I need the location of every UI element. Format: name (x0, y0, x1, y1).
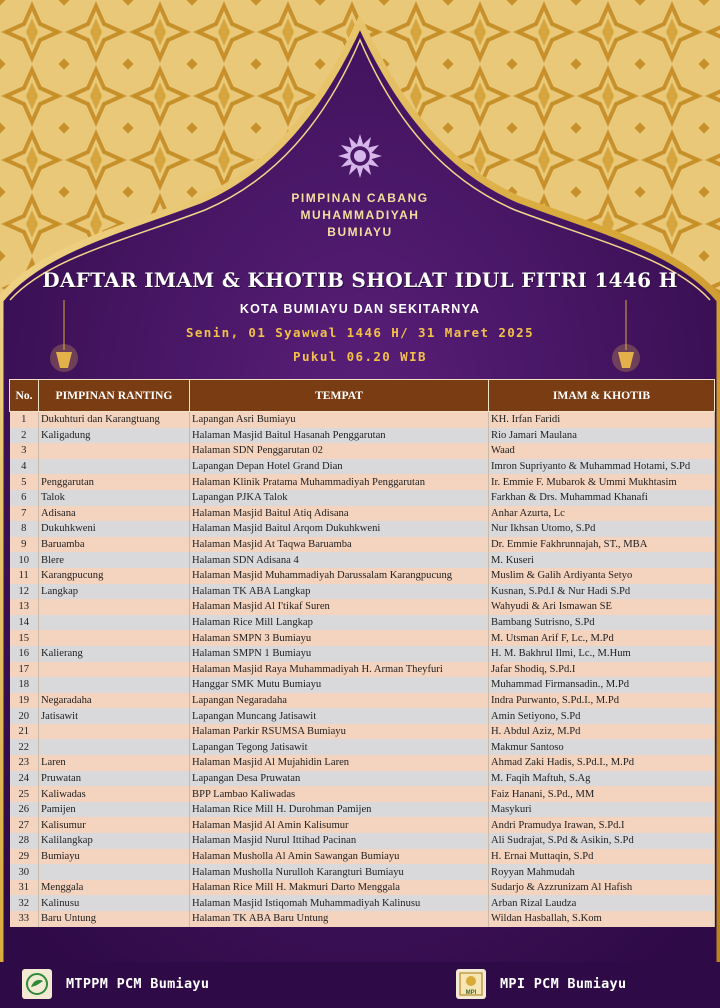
cell-imam: H. Abdul Aziz, M.Pd (489, 724, 715, 740)
cell-imam: Indra Purwanto, S.Pd.I., M.Pd (489, 693, 715, 709)
cell-tempat: Halaman Masjid Al Amin Kalisumur (190, 817, 489, 833)
column-header-no: No. (10, 380, 39, 412)
table-row (10, 506, 715, 522)
table-row (10, 568, 715, 584)
cell-imam: Bambang Sutrisno, S.Pd (489, 615, 715, 631)
column-header-ranting: PIMPINAN RANTING (39, 380, 190, 412)
table-row (10, 662, 715, 678)
cell-imam: Ali Sudrajat, S.Pd & Asikin, S.Pd (489, 833, 715, 849)
cell-ranting: Menggala (39, 880, 190, 896)
cell-ranting: Karangpucung (39, 568, 190, 584)
cell-no: 18 (10, 677, 39, 693)
cell-imam: Andri Pramudya Irawan, S.Pd.I (489, 817, 715, 833)
cell-ranting (39, 459, 190, 475)
cell-imam: Muslim & Galih Ardiyanta Setyo (489, 568, 715, 584)
table-row (10, 771, 715, 787)
table-row (10, 693, 715, 709)
cell-imam: KH. Irfan Faridi (489, 412, 715, 428)
table-row (10, 849, 715, 865)
cell-ranting: Laren (39, 755, 190, 771)
table-row (10, 755, 715, 771)
cell-no: 15 (10, 630, 39, 646)
cell-no: 13 (10, 599, 39, 615)
cell-tempat: Halaman Rice Mill Langkap (190, 615, 489, 631)
cell-tempat: Halaman SMPN 3 Bumiayu (190, 630, 489, 646)
cell-ranting: Kaliwadas (39, 786, 190, 802)
mpi-logo (456, 969, 486, 999)
cell-tempat: Halaman Masjid Al Mujahidin Laren (190, 755, 489, 771)
cell-ranting (39, 630, 190, 646)
cell-no: 23 (10, 755, 39, 771)
cell-ranting: Adisana (39, 506, 190, 522)
table-row (10, 412, 715, 428)
footer-left-label: MTPPM PCM Bumiayu (66, 976, 210, 992)
cell-tempat: Halaman Masjid At Taqwa Baruamba (190, 537, 489, 553)
cell-tempat: Halaman Masjid Al I'tikaf Suren (190, 599, 489, 615)
cell-ranting: Baru Untung (39, 911, 190, 927)
mpi-emblem-icon (458, 971, 484, 997)
cell-no: 4 (10, 459, 39, 475)
cell-no: 27 (10, 817, 39, 833)
cell-no: 31 (10, 880, 39, 896)
cell-tempat: Lapangan Tegong Jatisawit (190, 739, 489, 755)
org-name-line2: MUHAMMADIYAH (300, 208, 420, 222)
cell-no: 33 (10, 911, 39, 927)
cell-no: 28 (10, 833, 39, 849)
cell-no: 21 (10, 724, 39, 740)
imam-khotib-table (9, 379, 715, 927)
cell-ranting (39, 443, 190, 459)
table-row (10, 708, 715, 724)
cell-no: 29 (10, 849, 39, 865)
cell-imam: Arban Rizal Laudza (489, 895, 715, 911)
cell-no: 32 (10, 895, 39, 911)
cell-tempat: Halaman SDN Penggarutan 02 (190, 443, 489, 459)
column-header-imam-khotib: IMAM & KHOTIB (489, 380, 715, 412)
cell-ranting: Talok (39, 490, 190, 506)
cell-ranting: Kalisumur (39, 817, 190, 833)
cell-imam: Dr. Emmie Fakhrunnajah, ST., MBA (489, 537, 715, 553)
cell-no: 25 (10, 786, 39, 802)
cell-ranting: Kalierang (39, 646, 190, 662)
cell-tempat: Halaman Masjid Baitul Atiq Adisana (190, 506, 489, 522)
cell-no: 19 (10, 693, 39, 709)
cell-tempat: Halaman TK ABA Langkap (190, 584, 489, 600)
cell-imam: Anhar Azurta, Lc (489, 506, 715, 522)
cell-imam: Nur Ikhsan Utomo, S.Pd (489, 521, 715, 537)
cell-tempat: Halaman Rice Mill H. Makmuri Darto Menggala (190, 880, 489, 896)
table-row (10, 739, 715, 755)
muhammadiyah-sun-logo (337, 133, 383, 179)
cell-imam: Imron Supriyanto & Muhammad Hotami, S.Pd (489, 459, 715, 475)
cell-imam: Sudarjo & Azzrunizam Al Hafish (489, 880, 715, 896)
cell-tempat: Halaman SMPN 1 Bumiayu (190, 646, 489, 662)
cell-ranting (39, 864, 190, 880)
svg-text:MPI: MPI (465, 990, 477, 996)
table-row (10, 537, 715, 553)
cell-tempat: Halaman Masjid Baitul Hasanah Penggarutan (190, 428, 489, 444)
table-row (10, 895, 715, 911)
table-row (10, 786, 715, 802)
cell-tempat: Halaman Musholla Nurulloh Karangturi Bumiayu (190, 864, 489, 880)
cell-imam: Rio Jamari Maulana (489, 428, 715, 444)
cell-ranting: Kaligadung (39, 428, 190, 444)
cell-tempat: Halaman TK ABA Baru Untung (190, 911, 489, 927)
cell-tempat: Halaman Parkir RSUMSA Bumiayu (190, 724, 489, 740)
cell-ranting (39, 662, 190, 678)
cell-ranting (39, 724, 190, 740)
cell-ranting (39, 615, 190, 631)
cell-tempat: Halaman Rice Mill H. Durohman Pamijen (190, 802, 489, 818)
cell-no: 5 (10, 474, 39, 490)
cell-ranting: Langkap (39, 584, 190, 600)
table-row (10, 599, 715, 615)
table-row (10, 615, 715, 631)
cell-no: 6 (10, 490, 39, 506)
table-row (10, 521, 715, 537)
cell-ranting: Kalinusu (39, 895, 190, 911)
cell-tempat: Lapangan Depan Hotel Grand Dian (190, 459, 489, 475)
cell-no: 22 (10, 739, 39, 755)
table-body (10, 412, 715, 927)
event-date: Senin, 01 Syawwal 1446 H/ 31 Maret 2025 (185, 325, 535, 340)
cell-ranting (39, 677, 190, 693)
cell-imam: Wahyudi & Ari Ismawan SE (489, 599, 715, 615)
table-row (10, 817, 715, 833)
table-row (10, 833, 715, 849)
cell-no: 8 (10, 521, 39, 537)
cell-imam: M. Utsman Arif F, Lc., M.Pd (489, 630, 715, 646)
cell-imam: Ahmad Zaki Hadis, S.Pd.I., M.Pd (489, 755, 715, 771)
cell-tempat: Halaman Musholla Al Amin Sawangan Bumiayu (190, 849, 489, 865)
cell-no: 16 (10, 646, 39, 662)
cell-ranting: Baruamba (39, 537, 190, 553)
cell-no: 9 (10, 537, 39, 553)
table-row (10, 474, 715, 490)
cell-imam: Muhammad Firmansadin., M.Pd (489, 677, 715, 693)
cell-imam: Amin Setiyono, S.Pd (489, 708, 715, 724)
cell-ranting: Dukuhkweni (39, 521, 190, 537)
cell-tempat: Lapangan Negaradaha (190, 693, 489, 709)
cell-ranting: Kalilangkap (39, 833, 190, 849)
cell-tempat: Halaman Masjid Istiqomah Muhammadiyah Kalinusu (190, 895, 489, 911)
table-row (10, 646, 715, 662)
org-name-line3: BUMIAYU (327, 225, 393, 239)
cell-tempat: Lapangan Muncang Jatisawit (190, 708, 489, 724)
cell-imam: Farkhan & Drs. Muhammad Khanafi (489, 490, 715, 506)
cell-no: 10 (10, 552, 39, 568)
table-row (10, 490, 715, 506)
cell-imam: M. Kuseri (489, 552, 715, 568)
cell-tempat: Halaman Masjid Nurul Ittihad Pacinan (190, 833, 489, 849)
cell-imam: Masykuri (489, 802, 715, 818)
cell-no: 30 (10, 864, 39, 880)
cell-no: 14 (10, 615, 39, 631)
cell-imam: M. Faqih Maftuh, S.Ag (489, 771, 715, 787)
cell-tempat: Halaman Masjid Baitul Arqom Dukuhkweni (190, 521, 489, 537)
cell-tempat: Lapangan PJKA Talok (190, 490, 489, 506)
table-row (10, 724, 715, 740)
cell-no: 11 (10, 568, 39, 584)
table-row (10, 552, 715, 568)
cell-imam: H. Ernai Muttaqin, S.Pd (489, 849, 715, 865)
table-row (10, 630, 715, 646)
page-title: DAFTAR IMAM & KHOTIB SHOLAT IDUL FITRI 1446 H (42, 268, 678, 292)
org-name-line1: PIMPINAN CABANG (291, 191, 429, 205)
footer-left (22, 966, 209, 1002)
cell-imam: H. M. Bakhrul Ilmi, Lc., M.Hum (489, 646, 715, 662)
cell-imam: Jafar Shodiq, S.Pd.I (489, 662, 715, 678)
cell-ranting: Pamijen (39, 802, 190, 818)
cell-no: 17 (10, 662, 39, 678)
table-row (10, 677, 715, 693)
footer-right (456, 966, 626, 1002)
cell-tempat: Halaman SDN Adisana 4 (190, 552, 489, 568)
table-row (10, 911, 715, 927)
cell-ranting: Blere (39, 552, 190, 568)
table-row (10, 428, 715, 444)
table-row (10, 802, 715, 818)
cell-ranting: Bumiayu (39, 849, 190, 865)
cell-ranting (39, 599, 190, 615)
table-header-row (10, 380, 715, 412)
cell-ranting (39, 739, 190, 755)
table-row (10, 443, 715, 459)
cell-imam: Makmur Santoso (489, 739, 715, 755)
event-time: Pukul 06.20 WIB (293, 349, 427, 364)
cell-imam: Ir. Emmie F. Mubarok & Ummi Mukhtasim (489, 474, 715, 490)
column-header-tempat: TEMPAT (190, 380, 489, 412)
cell-ranting: Negaradaha (39, 693, 190, 709)
table-row (10, 459, 715, 475)
cell-imam: Waad (489, 443, 715, 459)
table-row (10, 880, 715, 896)
table-row (10, 864, 715, 880)
cell-imam: Royyan Mahmudah (489, 864, 715, 880)
cell-ranting: Jatisawit (39, 708, 190, 724)
cell-no: 2 (10, 428, 39, 444)
page-subtitle: KOTA BUMIAYU DAN SEKITARNYA (239, 302, 481, 316)
cell-tempat: Halaman Masjid Raya Muhammadiyah H. Arman Theyfuri (190, 662, 489, 678)
cell-no: 3 (10, 443, 39, 459)
cell-no: 24 (10, 771, 39, 787)
cell-no: 7 (10, 506, 39, 522)
mtppm-logo (22, 969, 52, 999)
cell-ranting: Dukuhturi dan Karangtuang (39, 412, 190, 428)
cell-imam: Kusnan, S.Pd.I & Nur Hadi S.Pd (489, 584, 715, 600)
cell-tempat: Halaman Klinik Pratama Muhammadiyah Penggarutan (190, 474, 489, 490)
cell-tempat: BPP Lambao Kaliwadas (190, 786, 489, 802)
footer-right-label: MPI PCM Bumiayu (500, 976, 627, 992)
cell-no: 1 (10, 412, 39, 428)
cell-imam: Wildan Hasballah, S.Kom (489, 911, 715, 927)
cell-no: 12 (10, 584, 39, 600)
cell-tempat: Halaman Masjid Muhammadiyah Darussalam Karangpucung (190, 568, 489, 584)
cell-tempat: Lapangan Asri Bumiayu (190, 412, 489, 428)
leaf-emblem-icon (25, 972, 49, 996)
cell-imam: Faiz Hanani, S.Pd., MM (489, 786, 715, 802)
cell-tempat: Lapangan Desa Pruwatan (190, 771, 489, 787)
cell-no: 26 (10, 802, 39, 818)
cell-ranting: Penggarutan (39, 474, 190, 490)
cell-ranting: Pruwatan (39, 771, 190, 787)
cell-tempat: Hanggar SMK Mutu Bumiayu (190, 677, 489, 693)
cell-no: 20 (10, 708, 39, 724)
table-row (10, 584, 715, 600)
